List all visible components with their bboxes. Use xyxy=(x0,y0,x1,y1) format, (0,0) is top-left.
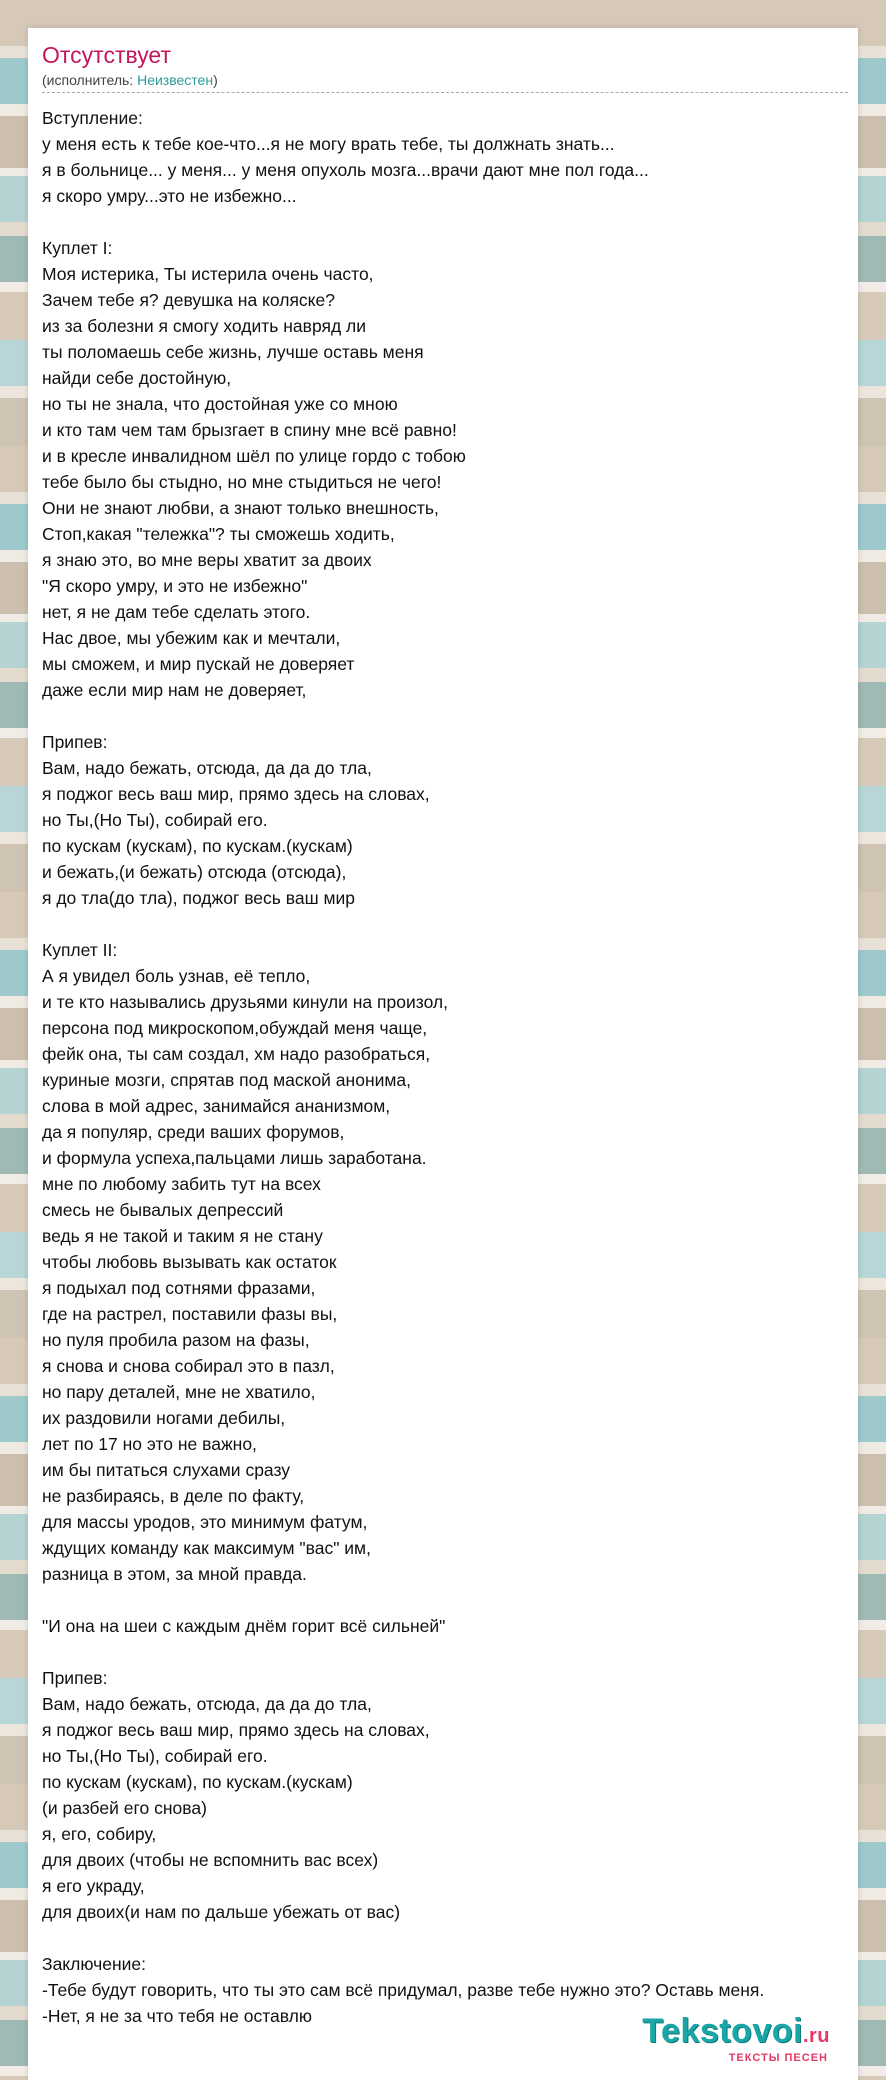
lyric-line: для двоих(и нам по дальше убежать от вас) xyxy=(42,1902,401,1922)
lyric-line: Заключение: xyxy=(42,1954,146,1974)
lyric-line: и бежать,(и бежать) отсюда (отсюда), xyxy=(42,862,347,882)
lyric-line: -Тебе будут говорить, что ты это сам всё придумал, разве тебе нужно это? Оставь меня. xyxy=(42,1980,765,2000)
lyric-blank-line xyxy=(42,1639,862,1665)
lyric-line: но Ты,(Но Ты), собирай его. xyxy=(42,1746,268,1766)
lyric-line: у меня есть к тебе кое-что...я не могу врать тебе, ты должнать знать... xyxy=(42,134,615,154)
lyrics-text xyxy=(42,105,862,2029)
lyric-line: я подыхал под сотнями фразами, xyxy=(42,1278,316,1298)
title-divider xyxy=(42,92,848,93)
lyric-line: персона под микроскопом,обуждай меня чаще, xyxy=(42,1018,428,1038)
lyric-line: но пару деталей, мне не хватило, xyxy=(42,1382,316,1402)
lyric-line: Моя истерика, Ты истерила очень часто, xyxy=(42,264,374,284)
lyric-blank-line xyxy=(42,1925,862,1951)
lyric-line: лет по 17 но это не важно, xyxy=(42,1434,257,1454)
lyric-line: (и разбей его снова) xyxy=(42,1798,207,1818)
lyric-line: чтобы любовь вызывать как остаток xyxy=(42,1252,337,1272)
lyric-line: и те кто назывались друзьями кинули на произол, xyxy=(42,992,448,1012)
logo-tagline: ТЕКСТЫ ПЕСЕН xyxy=(728,2052,828,2064)
lyric-line: Вам, надо бежать, отсюда, да да до тла, xyxy=(42,758,372,778)
lyric-line: им бы питаться слухами сразу xyxy=(42,1460,291,1480)
lyric-line: ждущих команду как максимум "вас" им, xyxy=(42,1538,371,1558)
song-title: Отсутствует xyxy=(42,42,171,68)
site-logo[interactable] xyxy=(642,2013,830,2064)
lyrics-page xyxy=(28,28,858,2080)
lyric-line: их раздовили ногами дебилы, xyxy=(42,1408,286,1428)
lyric-line: и формула успеха,пальцами лишь заработана. xyxy=(42,1148,427,1168)
lyric-line: мне по любому забить тут на всех xyxy=(42,1174,321,1194)
lyric-line: Куплет I: xyxy=(42,238,113,258)
lyric-blank-line xyxy=(42,911,862,937)
lyric-line: Зачем тебе я? девушка на коляске? xyxy=(42,290,336,310)
lyric-line: ведь я не такой и таким я не стану xyxy=(42,1226,323,1246)
lyric-line: и в кресле инвалидном шёл по улице гордо с тобою xyxy=(42,446,466,466)
artist-link[interactable]: Неизвестен xyxy=(137,72,214,88)
lyric-line: "И она на шеи с каждым днём горит всё сильней" xyxy=(42,1616,446,1636)
lyric-line: по кускам (кускам), по кускам.(кускам) xyxy=(42,836,353,856)
lyric-line: "Я скоро умру, и это не избежно" xyxy=(42,576,308,596)
lyric-line: Они не знают любви, а знают только внешность, xyxy=(42,498,439,518)
lyric-blank-line xyxy=(42,209,862,235)
logo-name: Tekstovoi xyxy=(642,2012,803,2050)
lyric-line: А я увидел боль узнав, её тепло, xyxy=(42,966,311,986)
artist-line xyxy=(42,72,218,88)
artist-prefix: (исполнитель: xyxy=(42,72,138,88)
lyric-line: я до тла(до тла), поджог весь ваш мир xyxy=(42,888,356,908)
logo-tld: .ru xyxy=(802,2025,830,2047)
lyric-line: и кто там чем там брызгает в спину мне всё равно! xyxy=(42,420,457,440)
lyric-line: Стоп,какая "тележка"? ты сможешь ходить, xyxy=(42,524,395,544)
lyric-line: слова в мой адрес, занимайся ананизмом, xyxy=(42,1096,391,1116)
lyric-line: нет, я не дам тебе сделать этого. xyxy=(42,602,311,622)
lyric-line: из за болезни я смогу ходить навряд ли xyxy=(42,316,367,336)
lyric-line: даже если мир нам не доверяет, xyxy=(42,680,307,700)
lyric-line: для двоих (чтобы не вспомнить вас всех) xyxy=(42,1850,379,1870)
lyric-line: Припев: xyxy=(42,1668,108,1688)
lyric-line: но ты не знала, что достойная уже со мною xyxy=(42,394,398,414)
lyric-line: не разбираясь, в деле по факту, xyxy=(42,1486,305,1506)
lyric-line: я скоро умру...это не избежно... xyxy=(42,186,297,206)
lyric-line: Куплет II: xyxy=(42,940,118,960)
lyric-line: я в больнице... у меня... у меня опухоль мозга...врачи дают мне пол года... xyxy=(42,160,649,180)
lyric-line: -Нет, я не за что тебя не оставлю xyxy=(42,2006,313,2026)
lyric-line: фейк она, ты сам создал, хм надо разобраться, xyxy=(42,1044,431,1064)
lyric-line: я поджог весь ваш мир, прямо здесь на словах, xyxy=(42,784,430,804)
lyric-line: да я популяр, среди ваших форумов, xyxy=(42,1122,345,1142)
lyric-blank-line xyxy=(42,1587,862,1613)
lyric-line: ты поломаешь себе жизнь, лучше оставь меня xyxy=(42,342,424,362)
lyric-line: по кускам (кускам), по кускам.(кускам) xyxy=(42,1772,353,1792)
lyric-line: Нас двое, мы убежим как и мечтали, xyxy=(42,628,341,648)
lyric-line: тебе было бы стыдно, но мне стыдиться не чего! xyxy=(42,472,442,492)
lyric-line: Вам, надо бежать, отсюда, да да до тла, xyxy=(42,1694,372,1714)
lyric-line: но Ты,(Но Ты), собирай его. xyxy=(42,810,268,830)
lyric-blank-line xyxy=(42,703,862,729)
lyric-line: куриные мозги, спрятав под маской анонима, xyxy=(42,1070,412,1090)
lyric-line: я, его, собиру, xyxy=(42,1824,157,1844)
lyric-line: мы сможем, и мир пускай не доверяет xyxy=(42,654,355,674)
lyric-line: я снова и снова собирал это в пазл, xyxy=(42,1356,335,1376)
lyric-line: Вступление: xyxy=(42,108,143,128)
lyric-line: смесь не бывалых депрессий xyxy=(42,1200,284,1220)
lyric-line: где на растрел, поставили фазы вы, xyxy=(42,1304,338,1324)
artist-suffix: ) xyxy=(213,72,218,88)
lyric-line: разница в этом, за мной правда. xyxy=(42,1564,307,1584)
lyric-line: Припев: xyxy=(42,732,108,752)
lyric-line: я знаю это, во мне веры хватит за двоих xyxy=(42,550,372,570)
lyric-line: но пуля пробила разом на фазы, xyxy=(42,1330,310,1350)
lyric-line: для массы уродов, это минимум фатум, xyxy=(42,1512,368,1532)
lyric-line: я поджог весь ваш мир, прямо здесь на словах, xyxy=(42,1720,430,1740)
lyric-line: я его украду, xyxy=(42,1876,145,1896)
lyric-line: найди себе достойную, xyxy=(42,368,232,388)
logo-wordmark xyxy=(642,2013,830,2054)
